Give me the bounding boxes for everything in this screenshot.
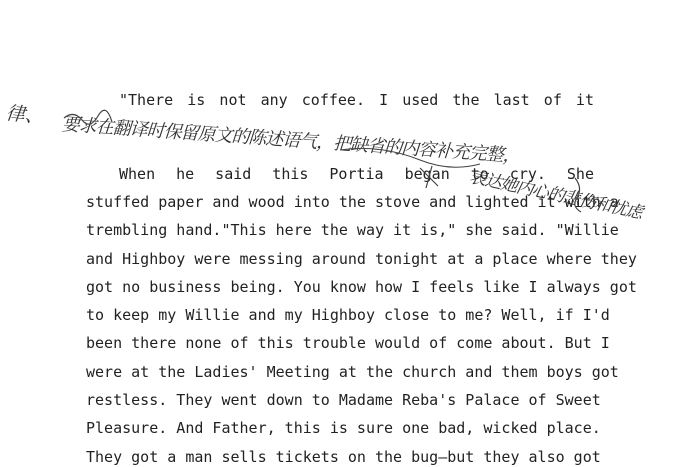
text-line-12: They got a man sells tickets on the bug—but they also got xyxy=(86,448,601,466)
annotation-margin-mark: 律、 xyxy=(4,102,45,128)
text-line-1: "There is not any coffee. I used the last of it xyxy=(119,91,594,109)
annotation-line-2: 表达她内心的悲伤和忧虑 xyxy=(467,167,644,224)
text-line-6: got no business being. You know how I feels like I always got xyxy=(86,278,637,296)
text-line-11: Pleasure. And Father, this is sure one bad, wicked place. xyxy=(86,419,601,437)
text-line-8: been there none of this trouble would of come about. But I xyxy=(86,334,610,352)
text-line-10: restless. They went down to Madame Reba's Palace of Sweet xyxy=(86,391,601,409)
text-line-5: and Highboy were messing around tonight at a place where they xyxy=(86,250,637,268)
text-line-7: to keep my Willie and my Highboy close to me? Well, if I'd xyxy=(86,306,610,324)
text-line-9: were at the Ladies' Meeting at the church and them boys got xyxy=(86,363,619,381)
text-line-2: When he said this Portia began to cry. She xyxy=(119,165,594,183)
text-line-3: stuffed paper and wood into the stove and lighted it with a xyxy=(86,193,619,211)
text-line-4: trembling hand."This here the way it is," she said. "Willie xyxy=(86,221,619,239)
annotation-line-1: 要求在翻译时保留原文的陈述语气，把缺省的内容补充完整， xyxy=(61,114,521,167)
